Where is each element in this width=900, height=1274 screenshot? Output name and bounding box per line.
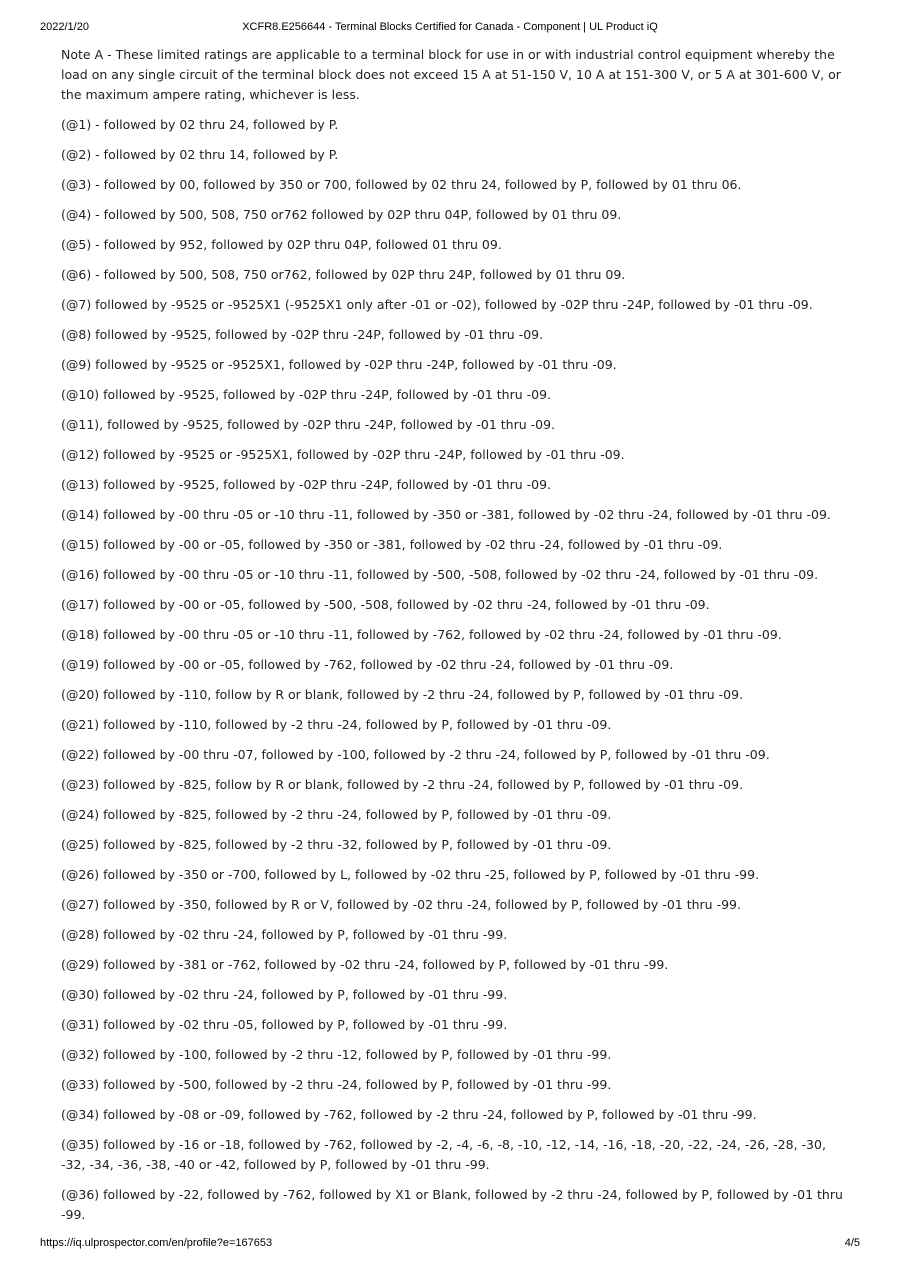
- list-item: (@22) followed by -00 thru -07, followed by -100, followed by -2 thru -24, followed by P, followed by -01 thru -09.: [61, 747, 770, 762]
- page-title: XCFR8.E256644 - Terminal Blocks Certified for Canada - Component | UL Product iQ: [242, 21, 658, 33]
- list-item: (@27) followed by -350, followed by R or V, followed by -02 thru -24, followed by P, followed by -01 thru -99.: [61, 897, 741, 912]
- list-item: (@8) followed by -9525, followed by -02P thru -24P, followed by -01 thru -09.: [61, 327, 544, 342]
- list-item: (@7) followed by -9525 or -9525X1 (-9525X1 only after -01 or -02), followed by -02P thru -24P, followed by -01 thru -09.: [61, 297, 813, 312]
- list-item: (@5) - followed by 952, followed by 02P thru 04P, followed 01 thru 09.: [61, 237, 502, 252]
- list-item: (@15) followed by -00 or -05, followed by -350 or -381, followed by -02 thru -24, followed by -01 thru -09.: [61, 537, 723, 552]
- page-header: [0, 21, 900, 41]
- list-item: (@19) followed by -00 or -05, followed by -762, followed by -02 thru -24, followed by -01 thru -09.: [61, 657, 674, 672]
- list-item: (@12) followed by -9525 or -9525X1, followed by -02P thru -24P, followed by -01 thru -09.: [61, 447, 625, 462]
- page-footer: [0, 1237, 900, 1257]
- list-item: (@2) - followed by 02 thru 14, followed by P.: [61, 147, 339, 162]
- print-date: 2022/1/20: [40, 21, 89, 33]
- list-item: (@20) followed by -110, follow by R or blank, followed by -2 thru -24, followed by P, followed by -01 thru -09.: [61, 687, 744, 702]
- list-item: (@31) followed by -02 thru -05, followed by P, followed by -01 thru -99.: [61, 1017, 508, 1032]
- list-item: (@6) - followed by 500, 508, 750 or762, followed by 02P thru 24P, followed by 01 thru 09.: [61, 267, 626, 282]
- list-item: (@30) followed by -02 thru -24, followed by P, followed by -01 thru -99.: [61, 987, 508, 1002]
- page-number: 4/5: [844, 1237, 860, 1249]
- list-item: (@28) followed by -02 thru -24, followed by P, followed by -01 thru -99.: [61, 927, 508, 942]
- source-url-link[interactable]: https://iq.ulprospector.com/en/profile?e=167653: [40, 1237, 273, 1249]
- list-item: (@9) followed by -9525 or -9525X1, followed by -02P thru -24P, followed by -01 thru -09.: [61, 357, 617, 372]
- list-item: (@16) followed by -00 thru -05 or -10 thru -11, followed by -500, -508, followed by -02 thru -24, followed by -01 thru -09.: [61, 567, 819, 582]
- list-item: (@17) followed by -00 or -05, followed by -500, -508, followed by -02 thru -24, followed by -01 thru -09.: [61, 597, 710, 612]
- list-item: (@25) followed by -825, followed by -2 thru -32, followed by P, followed by -01 thru -09.: [61, 837, 612, 852]
- list-item: (@32) followed by -100, followed by -2 thru -12, followed by P, followed by -01 thru -99.: [61, 1047, 612, 1062]
- list-item: (@21) followed by -110, followed by -2 thru -24, followed by P, followed by -01 thru -09.: [61, 717, 612, 732]
- list-item: (@4) - followed by 500, 508, 750 or762 followed by 02P thru 04P, followed by 01 thru 09.: [61, 207, 622, 222]
- list-item: (@3) - followed by 00, followed by 350 or 700, followed by 02 thru 24, followed by P, followed by 01 thru 06.: [61, 177, 742, 192]
- list-item: (@14) followed by -00 thru -05 or -10 thru -11, followed by -350 or -381, followed by -02 thru -24, followed by -01 thru -09.: [61, 507, 831, 522]
- list-item: (@33) followed by -500, followed by -2 thru -24, followed by P, followed by -01 thru -99.: [61, 1077, 612, 1092]
- list-item: (@13) followed by -9525, followed by -02P thru -24P, followed by -01 thru -09.: [61, 477, 552, 492]
- list-item: (@1) - followed by 02 thru 24, followed by P.: [61, 117, 339, 132]
- list-item: (@11), followed by -9525, followed by -02P thru -24P, followed by -01 thru -09.: [61, 417, 556, 432]
- list-item: (@29) followed by -381 or -762, followed by -02 thru -24, followed by P, followed by -01 thru -99.: [61, 957, 669, 972]
- note-a-paragraph: Note A - These limited ratings are applicable to a terminal block for use in or with industrial control equipment whereby the load on any single circuit of the terminal block does not exceed 15 A at 51-150 V, 10 A at 151-300 V, or 5 A at 301-600 V, or the maximum ampere rating, whichever is less.: [61, 47, 841, 102]
- list-item: (@34) followed by -08 or -09, followed by -762, followed by -2 thru -24, followed by P, followed by -01 thru -99.: [61, 1107, 757, 1122]
- list-item: (@10) followed by -9525, followed by -02P thru -24P, followed by -01 thru -09.: [61, 387, 552, 402]
- document-body: [61, 45, 851, 1235]
- model-suffix-list: [61, 115, 851, 1225]
- list-item: (@36) followed by -22, followed by -762, followed by X1 or Blank, followed by -2 thru -24, followed by P, followed by -01 thru -99.: [61, 1187, 843, 1222]
- list-item: (@23) followed by -825, follow by R or blank, followed by -2 thru -24, followed by P, followed by -01 thru -09.: [61, 777, 744, 792]
- list-item: (@24) followed by -825, followed by -2 thru -24, followed by P, followed by -01 thru -09.: [61, 807, 612, 822]
- list-item: (@18) followed by -00 thru -05 or -10 thru -11, followed by -762, followed by -02 thru -24, followed by -01 thru -09.: [61, 627, 782, 642]
- list-item: (@35) followed by -16 or -18, followed by -762, followed by -2, -4, -6, -8, -10, -12, -14, -16, -18, -20, -22, -24, -26, -28, -30, -32, -34, -36, -38, -40 or -42, followed by P, followed by -01 thru -99.: [61, 1137, 826, 1172]
- list-item: (@26) followed by -350 or -700, followed by L, followed by -02 thru -25, followed by P, followed by -01 thru -99.: [61, 867, 760, 882]
